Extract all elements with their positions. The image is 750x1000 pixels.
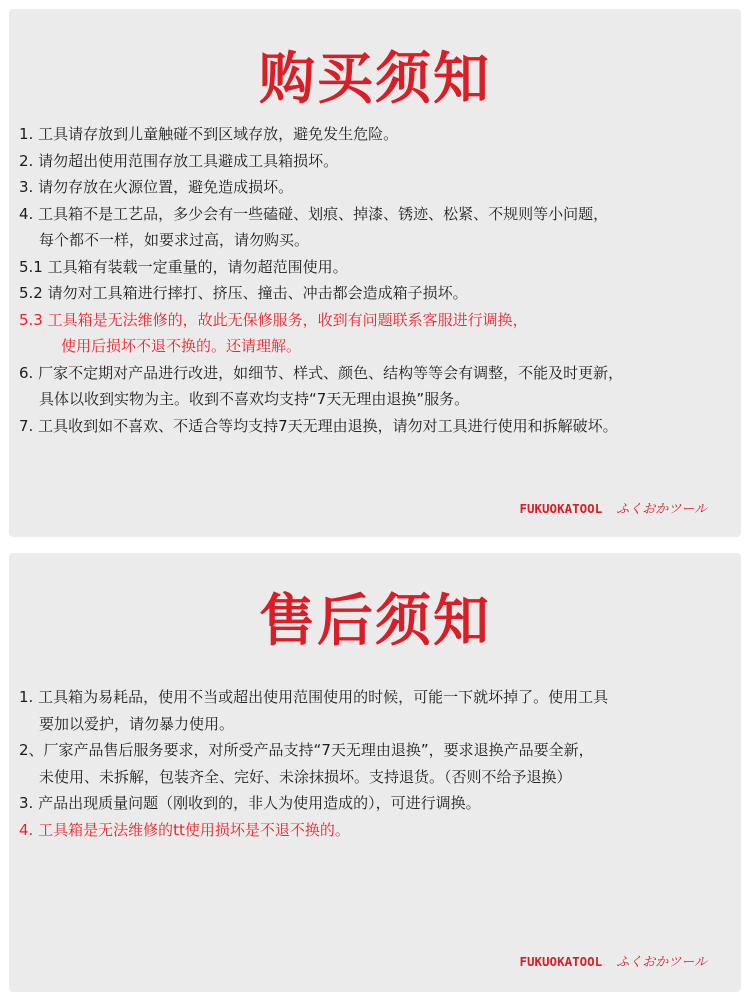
note-line-continued: 具体以收到实物为主。收到不喜欢均支持“7天无理由退换”服务。 — [39, 390, 470, 408]
aftersale-note-2 — [19, 737, 735, 790]
note-line: 4. 工具箱是无法维修的tt使用损坏是不退不换的。 — [19, 820, 350, 839]
note-line: 2、厂家产品售后服务要求，对所受产品支持“7天无理由退换”，要求退换产品要全新， — [19, 741, 594, 759]
note-line-continued: 使用后损坏不退不换的。还请理解。 — [61, 337, 302, 355]
aftersale-notice-panel — [9, 553, 741, 992]
note-line: 2. 请勿超出使用范围存放工具避成工具箱损坏。 — [19, 151, 339, 170]
aftersale-note-3 — [19, 790, 735, 817]
note-line: 4. 工具箱不是工艺品，多少会有一些磕碰、划痕、掉漆、锈迹、松紧、不规则等小问题， — [19, 204, 609, 223]
aftersale-notice-title: 售后须知 — [259, 589, 491, 654]
note-line: 1. 工具请存放到儿童触碰不到区域存放，避免发生危险。 — [19, 125, 399, 143]
purchase-note-5-2 — [19, 280, 735, 307]
note-line: 5.3 工具箱是无法维修的，故此无保修服务，收到有问题联系客服进行调换， — [19, 310, 528, 329]
note-line: 7. 工具收到如不喜欢、不适合等均支持7天无理由退换，请勿对工具进行使用和拆解破坏。 — [19, 416, 618, 435]
brand-signature — [519, 951, 707, 970]
brand-name-en: FUKUOKATOOL — [519, 954, 603, 969]
purchase-notice-title: 购买须知 — [259, 47, 491, 112]
purchase-note-7 — [19, 413, 735, 440]
brand-name-en: FUKUOKATOOL — [519, 501, 603, 516]
purchase-note-5-3-warning — [19, 307, 735, 360]
note-line-continued: 每个都不一样，如要求过高，请勿购买。 — [39, 231, 310, 249]
note-line: 3. 产品出现质量问题（刚收到的，非人为使用造成的），可进行调换。 — [19, 794, 481, 812]
purchase-note-3 — [19, 174, 735, 201]
note-line: 5.2 请勿对工具箱进行摔打、挤压、撞击、冲击都会造成箱子损坏。 — [19, 284, 468, 302]
brand-name-jp: ふくおかツール — [616, 502, 707, 517]
note-line: 3. 请勿存放在火源位置，避免造成损坏。 — [19, 178, 294, 196]
note-line-continued: 要加以爱护，请勿暴力使用。 — [39, 714, 235, 733]
purchase-notice-panel — [9, 9, 741, 537]
purchase-note-5-1 — [19, 254, 735, 281]
note-line: 5.1 工具箱有装载一定重量的，请勿超范围使用。 — [19, 257, 348, 276]
purchase-note-4 — [19, 201, 735, 254]
brand-signature — [519, 498, 707, 517]
note-line-continued: 未使用、未拆解，包装齐全、完好、未涂抹损坏。支持退货。（否则不给予退换） — [39, 767, 572, 786]
purchase-note-2 — [19, 148, 735, 175]
purchase-note-1 — [19, 121, 735, 148]
note-line: 1. 工具箱为易耗品，使用不当或超出使用范围使用的时候，可能一下就坏掉了。使用工具 — [19, 688, 609, 706]
aftersale-note-4-warning — [19, 817, 735, 844]
aftersale-note-1 — [19, 684, 735, 737]
aftersale-notice-list — [19, 684, 735, 843]
note-line: 6. 厂家不定期对产品进行改进，如细节、样式、颜色、结构等等会有调整，不能及时更新， — [19, 363, 624, 382]
purchase-notice-list — [19, 121, 735, 439]
brand-name-jp: ふくおかツール — [616, 955, 707, 970]
purchase-note-6 — [19, 360, 735, 413]
